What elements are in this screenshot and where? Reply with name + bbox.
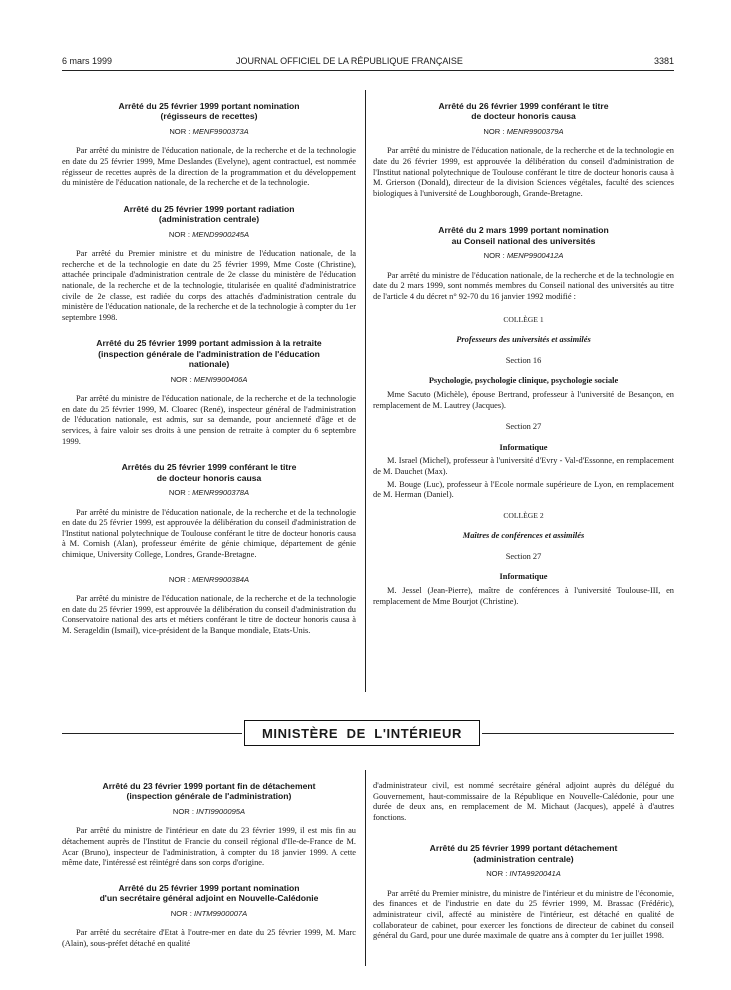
decree-body-2: Par arrêté du ministre de l'éducation nationale, de la recherche et de la technologie en date du 25 février 1999, est approuvée la délibération du conseil d'administration du Conservatoire national des arts et métiers conférant le titre de docteur honoris causa à M. Serageldin (Ismail), vice-président de la Banque mondiale, Etats-Unis.: [62, 594, 356, 635]
nor-reference: NOR : INTA9920041A: [486, 869, 561, 879]
decree-body: Par arrêté du ministre de l'éducation nationale, de la recherche et de la technologie en date du 2 mars 1999, sont nommés membres du Conseil national des universités au titre de l'article 4 du décret n° 92-70 du 16 janvier 1992 modifié :: [373, 270, 674, 301]
section-16-heading: Section 16: [505, 355, 542, 365]
header-rule: [62, 70, 674, 71]
nor-reference: NOR : MENR9900379A: [483, 126, 564, 136]
header-journal-title: JOURNAL OFFICIEL DE LA RÉPUBLIQUE FRANÇAISE: [236, 56, 463, 66]
decree-radiation: [62, 204, 356, 324]
ministry-rule-right: [482, 733, 674, 734]
decree-title: Arrêté du 25 février 1999 portant radiation (administration centrale): [123, 203, 295, 225]
decree-retraite: [62, 338, 356, 447]
decree-title: Arrêté du 25 février 1999 portant nomination d'un secrétaire général adjoint en Nouvelle-Calédonie: [99, 882, 319, 904]
decree-title: Arrêté du 25 février 1999 portant détachement (administration centrale): [429, 843, 618, 864]
nor-reference: NOR : INTM9900007A: [170, 908, 248, 918]
college-2-heading: COLLÈGE 2: [503, 510, 544, 520]
nor-reference: NOR : MENF9900373A: [169, 126, 249, 136]
section-27b-heading: Section 27: [505, 551, 542, 561]
decree-fin-detachement: [62, 781, 356, 869]
decree-detachement: [373, 843, 674, 941]
section-27-heading: Section 27: [505, 422, 542, 432]
nor-reference-2: NOR : MENR9900384A: [168, 574, 250, 584]
decree-regisseurs: [62, 101, 356, 189]
section-16-title: Psychologie, psychologie clinique, psychologie sociale: [428, 376, 619, 386]
college-1-heading: COLLÈGE 1: [503, 314, 544, 324]
decree-secretaire-general: [62, 883, 356, 950]
section-27b-title: Informatique: [499, 572, 548, 582]
decree-body: Par arrêté du ministre de l'éducation nationale, de la recherche et de la technologie en date du 25 février 1999, M. Cloarec (René), inspecteur général de l'administration de l'éducation nationale, est admis, sur sa demande, pour ancienneté d'âge et de services, à faire valoir ses droits à une pension de retraite à compter du 6 septembre 1999.: [62, 394, 356, 446]
decree-body: Par arrêté du ministre de l'éducation nationale, de la recherche et de la technologie en date du 26 février 1999, est approuvée la délibération du conseil d'administration de l'Institut national polytechnique de Toulouse conférant le titre de docteur honoris causa à M. Grierson (Donald), directeur de la division Sciences végétales, faculté des sciences biologiques à l'université de Loughborough, Grande-Bretagne.: [373, 146, 674, 198]
decree-title: Arrêtés du 25 février 1999 conférant le titre de docteur honoris causa: [121, 462, 297, 483]
decree-title: Arrêté du 2 mars 1999 portant nomination au Conseil national des universités: [438, 225, 609, 246]
continuation-text: d'administrateur civil, est nommé secrétaire général adjoint auprès du délégué du Gouvernement, haut-commissaire de la République en Nouvelle-Calédonie, pour une durée de deux ans, en remplacement de M. Michaut (Jacques), appelé à d'autres fonctions.: [373, 781, 674, 822]
decree-title: Arrêté du 23 février 1999 portant fin de détachement (inspection générale de l'administration): [102, 781, 316, 802]
decree-title: Arrêté du 25 février 1999 portant nomination (régisseurs de recettes): [118, 101, 300, 122]
ministry-rule-left: [62, 733, 242, 734]
decree-cnu: [373, 225, 674, 607]
decree-body: Par arrêté du ministre de l'intérieur en date du 23 février 1999, il est mis fin au détachement auprès de l'Institut de Francie du conseil régional d'Ile-de-France de M. Acar (Bruno), inspecteur de l'administration, à compter du 18 janvier 1999. A cette même date, l'intéressé est réintégré dans son corps d'origine.: [62, 826, 356, 868]
section-16-member: Mme Sacuto (Michèle), épouse Bertrand, professeur à l'université de Besançon, en remplacement de M. Lautrey (Jacques).: [373, 389, 674, 410]
bottom-left-column: [62, 781, 356, 949]
decree-title: Arrêté du 26 février 1999 conférant le titre de docteur honoris causa: [438, 101, 609, 122]
decree-honoris-causa: [62, 462, 356, 636]
decree-body: Par arrêté du secrétaire d'Etat à l'outre-mer en date du 25 février 1999, M. Marc (Alain), sous-préfet détaché en qualité: [62, 928, 356, 948]
ministry-heading: MINISTÈRE DE L'INTÉRIEUR: [244, 720, 480, 746]
bottom-right-column: [373, 781, 674, 942]
decree-body: Par arrêté du ministre de l'éducation nationale, de la recherche et de la technologie en date du 25 février 1999, est approuvée la délibération du conseil d'administration de l'Institut national polytechnique de Toulouse conférant le titre de docteur honoris causa à M. Cornish (Alan), professeur émérite de génie chimique, département de génie chimique, University College, Londres, Grande-Bretagne.: [62, 507, 356, 559]
college-1-subtitle: Professeurs des universités et assimilés: [456, 335, 591, 345]
section-27-member-2: M. Bouge (Luc), professeur à l'Ecole normale supérieure de Lyon, en remplacement de M. Herman (Daniel).: [373, 479, 674, 500]
right-column: [373, 101, 674, 607]
nor-reference: NOR : MENR9900378A: [168, 487, 250, 497]
decree-body: Par arrêté du Premier ministre, du ministre de l'intérieur et du ministre de l'économie, des finances et de l'industrie en date du 25 février 1999, M. Brassac (Frédéric), administrateur civil, affecté au ministère de l'intérieur, est détaché en qualité de collaborateur de cabinet, pour exercer les fonctions de directeur de cabinet du conseil général du Gard, pour une durée maximale de quatre ans à compter du 1er juillet 1998.: [373, 888, 674, 941]
decree-honoris-causa-grierson: [373, 101, 674, 199]
header-date: 6 mars 1999: [62, 56, 113, 66]
column-divider-top: [365, 90, 366, 692]
nor-reference: NOR : MENP9900412A: [483, 251, 564, 261]
decree-body: Par arrêté du Premier ministre et du ministre de l'éducation nationale, de la recherche et de la technologie en date du 25 février 1999, Mme Coste (Christine), attachée principale d'administration centrale de 2e classe du ministère de l'éducation nationale, de la recherche et de la technologie, titularisée en qualité d'administratrice civile de 2e classe, est radiée du corps des attachés d'administration centrale du ministère de l'éducation nationale, de la recherche et de la technologie à compter du 1er septembre 1998.: [62, 249, 356, 322]
college-2-subtitle: Maîtres de conférences et assimilés: [462, 531, 585, 541]
nor-reference: NOR : MENI9900406A: [170, 374, 248, 384]
decree-body: Par arrêté du ministre de l'éducation nationale, de la recherche et de la technologie en date du 25 février 1999, Mme Deslandes (Evelyne), agent contractuel, est nommée régisseur de recettes auprès de la direction de la programmation et du développement du ministère de l'éducation nationale, de la recherche et de la technologie.: [62, 146, 356, 188]
decree-title: Arrêté du 25 février 1999 portant admission à la retraite (inspection générale de l'administration de l'éducation nationale): [96, 338, 322, 370]
nor-reference: NOR : INTI9900095A: [172, 806, 246, 816]
section-27b-member: M. Jessel (Jean-Pierre), maître de conférences à l'université Toulouse-III, en remplacement de Mme Bourjot (Christine).: [373, 586, 674, 606]
section-27-title: Informatique: [499, 442, 548, 452]
section-27-member-1: M. Israel (Michel), professeur à l'université d'Evry - Val-d'Essonne, en remplacement de M. Dauchet (Max).: [373, 456, 674, 476]
header-page-number: 3381: [653, 56, 674, 66]
nor-reference: NOR : MEND9900245A: [168, 229, 250, 239]
column-divider-bottom: [365, 770, 366, 966]
left-column: [62, 101, 356, 636]
page-header: [62, 56, 674, 70]
